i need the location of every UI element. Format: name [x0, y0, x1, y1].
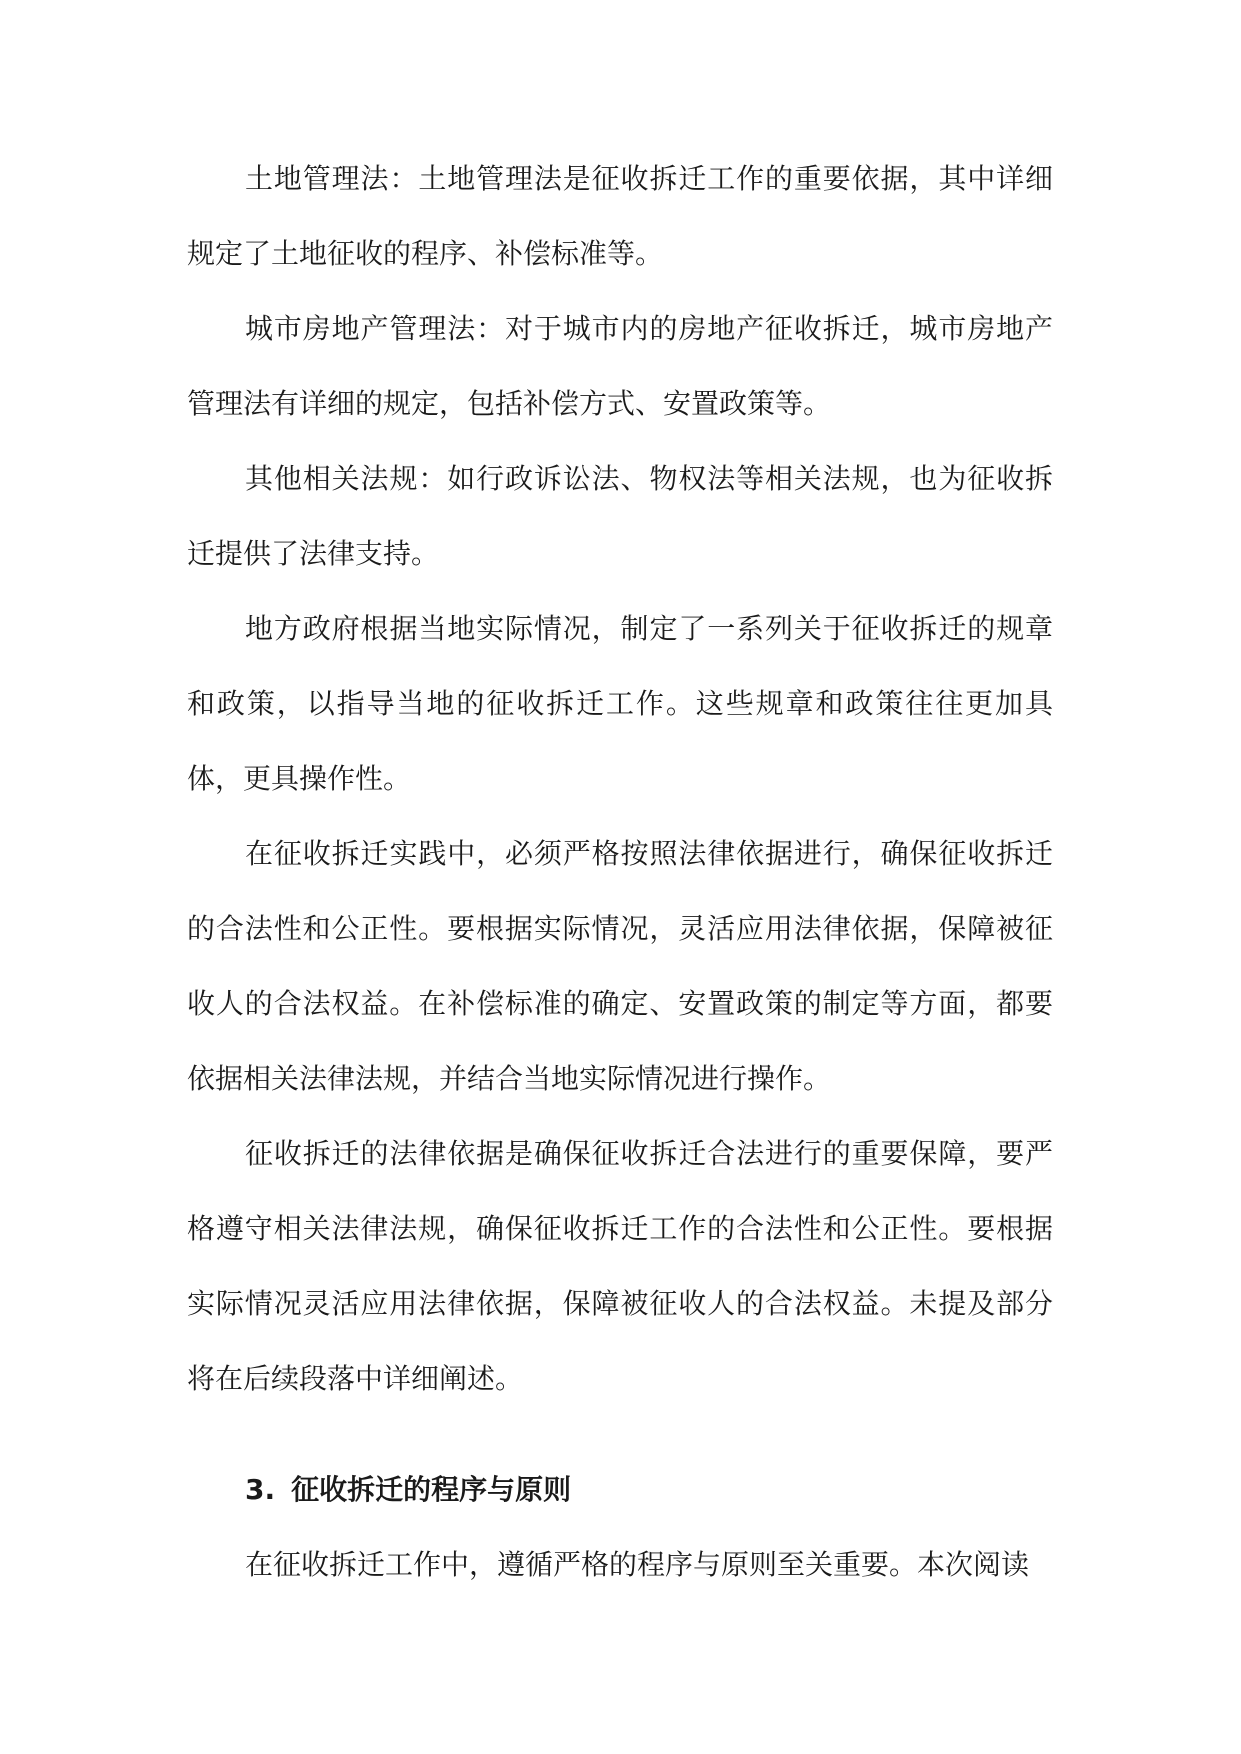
- paragraph-legal-basis-summary: 征收拆迁的法律依据是确保征收拆迁合法进行的重要保障，要严格遵守相关法律法规，确保征收拆迁工作的合法性和公正性。要根据实际情况灵活应用法律依据，保障被征收人的合法权益。未提及部分将在后续段落中详细阐述。: [187, 1137, 1053, 1395]
- paragraph-procedure-intro: 在征收拆迁工作中，遵循严格的程序与原则至关重要。本次阅读: [245, 1548, 1030, 1581]
- section-heading: [187, 1452, 1053, 1527]
- paragraph-local-government-rules: 地方政府根据当地实际情况，制定了一系列关于征收拆迁的规章和政策，以指导当地的征收拆迁工作。这些规章和政策往往更加具体，更具操作性。: [187, 612, 1053, 795]
- section-title: 征收拆迁的程序与原则: [291, 1473, 572, 1506]
- paragraph-urban-real-estate-law: 城市房地产管理法：对于城市内的房地产征收拆迁，城市房地产管理法有详细的规定，包括补偿方式、安置政策等。: [187, 312, 1053, 420]
- paragraph-other-regulations: 其他相关法规：如行政诉讼法、物权法等相关法规，也为征收拆迁提供了法律支持。: [187, 462, 1053, 570]
- document-body: [187, 141, 1053, 1602]
- paragraph-practice-requirements: 在征收拆迁实践中，必须严格按照法律依据进行，确保征收拆迁的合法性和公正性。要根据实际情况，灵活应用法律依据，保障被征收人的合法权益。在补偿标准的确定、安置政策的制定等方面，都要依据相关法律法规，并结合当地实际情况进行操作。: [187, 837, 1053, 1095]
- section-number: 3.: [245, 1473, 276, 1506]
- paragraph-land-management-law: 土地管理法：土地管理法是征收拆迁工作的重要依据，其中详细规定了土地征收的程序、补偿标准等。: [187, 162, 1053, 270]
